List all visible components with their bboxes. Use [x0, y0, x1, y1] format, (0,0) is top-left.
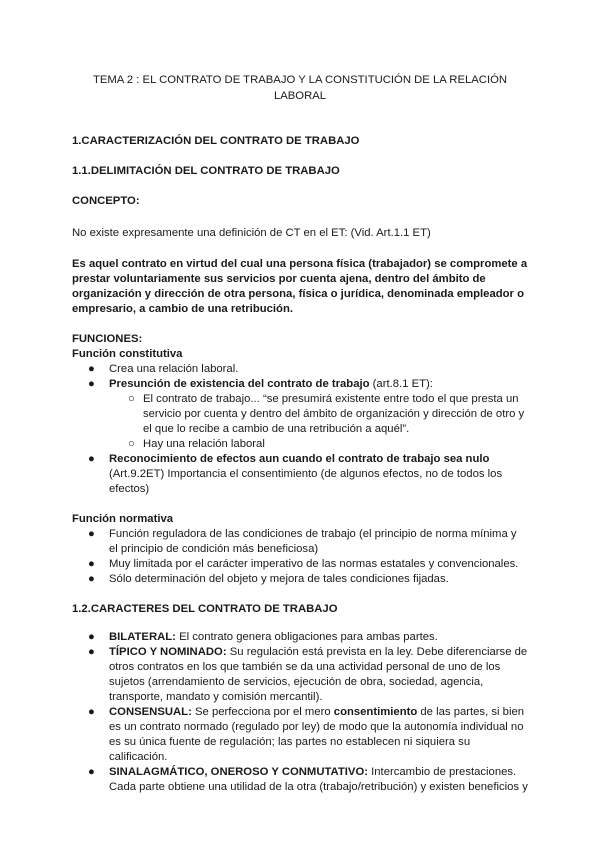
circle-bullet-icon: ○: [128, 438, 135, 450]
list-item-text: (art.8.1 ET):: [369, 378, 433, 390]
list-item-bold-text: Presunción de existencia del contrato de trabajo: [109, 378, 370, 390]
list-item-text: (Art.9.2ET) Importancia el consentimiento (de algunos efectos, no de todos los efectos): [109, 468, 503, 495]
list-item-text: Intercambio de prestaciones. Cada parte obtiene una utilidad de la otra (trabajo/retribución) y existen beneficios y: [109, 766, 528, 793]
bullet-icon: ●: [88, 766, 95, 778]
funciones-heading: FUNCIONES:: [72, 333, 143, 345]
constitutiva-heading: Función constitutiva: [72, 348, 183, 360]
document-title: TEMA 2 : EL CONTRATO DE TRABAJO Y LA CONSTITUCIÓN DE LA RELACIÓN LABORAL: [92, 74, 508, 102]
bullet-icon: ●: [88, 378, 95, 390]
list-item-bold-text: CONSENSUAL:: [109, 706, 192, 718]
concepto-text: No existe expresamente una definición de CT en el ET: (Vid. Art.1.1 ET): [72, 227, 431, 239]
normativa-heading: Función normativa: [72, 513, 174, 525]
concepto-heading: CONCEPTO:: [72, 195, 140, 207]
list-item-bold-text: Reconocimiento de efectos aun cuando el contrato de trabajo sea nulo: [109, 453, 490, 465]
list-item-text: de las partes, si bien es un contrato normado (regulado por ley) de modo que la autonomía individual no es su única fuente de regulación; las partes no establecen ni siquiera su calificación.: [109, 706, 525, 763]
list-item-text: Se perfecciona por el mero: [191, 706, 334, 718]
list-item: [72, 377, 528, 452]
list-item-text: Muy limitada por el carácter imperativo de las normas estatales y convencionales.: [109, 558, 519, 570]
list-item: [72, 527, 528, 557]
bullet-icon: ●: [88, 631, 95, 643]
list-item: [72, 705, 528, 765]
list-item-text: Función reguladora de las condiciones de trabajo (el principio de norma mínima y el principio de condición más beneficiosa): [109, 528, 517, 555]
sub-list-item: [72, 392, 528, 437]
definition-paragraph: Es aquel contrato en virtud del cual una persona física (trabajador) se compromete a prestar voluntariamente sus servicios por cuenta ajena, dentro del ámbito de organización y dirección de otra persona, física o jurídica, denominada empleador o empresario, a cambio de una retribución.: [72, 258, 528, 315]
list-item-text: Su regulación está prevista en la ley. Debe diferenciarse de otros contratos en los que también se da una actividad personal de uno de los sujetos (arrendamiento de servicios, ejecución de obra, sociedad, agencia, transporte, mandato y comisión mercantil).: [109, 646, 528, 703]
bullet-icon: ●: [88, 453, 95, 465]
list-item-bold-text: consentimiento: [333, 706, 418, 718]
list-item-bold-text: BILATERAL:: [109, 631, 176, 643]
section-heading-1: 1.CARACTERIZACIÓN DEL CONTRATO DE TRABAJO: [72, 135, 360, 147]
list-item: [72, 557, 528, 572]
section-heading-1-2: 1.2.CARACTERES DEL CONTRATO DE TRABAJO: [72, 603, 338, 615]
list-item: [72, 630, 528, 645]
sub-list: [109, 392, 528, 452]
bullet-icon: ●: [88, 646, 95, 658]
list-item-text: Sólo determinación del objeto y mejora de tales condiciones fijadas.: [109, 573, 449, 585]
list-item-text: El contrato genera obligaciones para ambas partes.: [175, 631, 438, 643]
list-item-text: Crea una relación laboral.: [109, 363, 239, 375]
bullet-icon: ●: [88, 528, 95, 540]
list-item-bold-text: TÍPICO Y NOMINADO:: [109, 646, 227, 658]
constitutiva-list: [72, 362, 528, 497]
sub-list-item: [72, 437, 528, 452]
list-item: [72, 645, 528, 705]
sub-list-item-text: El contrato de trabajo... “se presumirá existente entre todo el que presta un servicio por cuenta y dentro del ámbito de organización y dirección de otro y el que lo recibe a cambio de una retribución a aquél”.: [143, 393, 525, 435]
bullet-icon: ●: [88, 363, 95, 375]
bullet-icon: ●: [88, 706, 95, 718]
bullet-icon: ●: [88, 573, 95, 585]
normativa-list: [72, 527, 528, 587]
list-item: [72, 362, 528, 377]
bullet-icon: ●: [88, 558, 95, 570]
caracteres-list: [72, 630, 528, 795]
list-item: [72, 765, 528, 795]
circle-bullet-icon: ○: [128, 393, 135, 405]
list-item: [72, 452, 528, 497]
list-item: [72, 572, 528, 587]
section-heading-1-1: 1.1.DELIMITACIÓN DEL CONTRATO DE TRABAJO: [72, 165, 340, 177]
sub-list-item-text: Hay una relación laboral: [143, 438, 265, 450]
list-item-bold-text: SINALAGMÁTICO, ONEROSO Y CONMUTATIVO:: [109, 766, 368, 778]
